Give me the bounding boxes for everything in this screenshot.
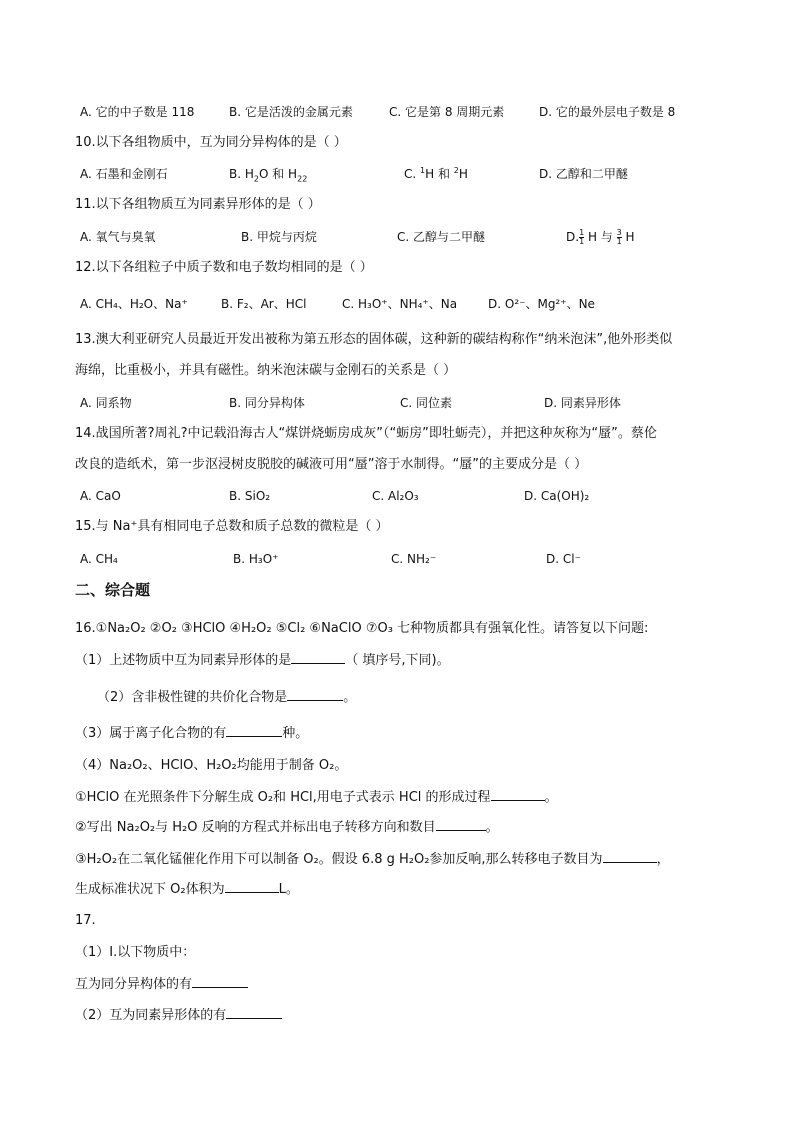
section-heading: 二、综合题: [75, 581, 151, 599]
answer-blank[interactable]: [226, 1006, 282, 1019]
q12-option-c: C. H₃O⁺、NH₄⁺、Na: [342, 297, 458, 311]
q14-option-b: B. SiO₂: [229, 489, 271, 503]
q17-part1: （1）Ⅰ.以下物质中：: [75, 945, 196, 960]
answer-blank[interactable]: [436, 818, 486, 831]
q14-option-c: C. Al₂O₃: [372, 489, 419, 503]
q16-part2: （2）含非极性键的共价化合物是 。: [97, 690, 357, 705]
q16-sub2: ②写出 Na₂O₂与 H₂O 反响的方程式并标出电子转移方向和数目 。: [75, 820, 499, 835]
q16-sub4: 生成标准状况下 O₂体积为 L。: [75, 882, 299, 897]
q10-option-b: B. $H_2O$ 和 $H_{22}$: [229, 167, 308, 184]
q13-option-d: D. 同素异形体: [544, 396, 621, 410]
fraction: $\frac{1}{1}$: [579, 228, 585, 246]
q10-option-c: C. $^1$H 和 $^2$H: [404, 166, 468, 181]
q16-part4: （4）Na₂O₂、HClO、H₂O₂均能用于制备 O₂。: [75, 758, 348, 773]
q17-number: 17.: [75, 913, 96, 928]
q9-option-a: A. 它的中子数是 118: [80, 105, 195, 119]
q12-stem: 12.以下各组粒子中质子数和电子数均相同的是（ ）: [75, 260, 373, 275]
q14-stem-line1: 14.战国所著?周礼?中记载沿海古人“煤饼烧蛎房成灰”（“蛎房”即牡蛎壳），并把这种灰称为“蜃”。蔡伦: [75, 426, 657, 441]
q11-option-c: C. 乙醇与二甲醚: [397, 230, 486, 244]
q17-part1-b: 互为同分异构体的有: [75, 975, 248, 994]
q12-option-b: B. F₂、Ar、HCl: [221, 297, 307, 311]
q14-option-a: A. CaO: [80, 489, 121, 503]
q11-option-d: D. $\frac{1}{1}$ H 与 $\frac{3}{1}$ H: [566, 228, 635, 246]
q14-option-d: D. Ca(OH)₂: [524, 489, 590, 503]
q16-sub1: ①HClO 在光照条件下分解生成 O₂和 HCl,用电子式表示 HCl 的形成过程 。: [75, 790, 558, 805]
q15-option-b: B. H₃O⁺: [233, 552, 279, 566]
q14-stem-line2: 改良的造纸术，第一步沤浸树皮脱胶的碱液可用“蜃”溶于水制得。“蜃”的主要成分是（ ）: [75, 457, 588, 472]
q16-part3: （3）属于离子化合物的有 种。: [75, 726, 309, 741]
q17-part2: （2）互为同素异形体的有: [75, 1006, 282, 1025]
q13-stem-line1: 13.澳大利亚研究人员最近开发出被称为第五形态的固体碳，这种新的碳结构称作“纳米泡沫”,他外形类似: [75, 332, 673, 347]
q13-option-c: C. 同位素: [400, 396, 453, 410]
q13-stem-line2: 海绵，比重极小，并具有磁性。纳米泡沫碳与金刚石的关系是（ ）: [75, 363, 457, 378]
q15-option-c: C. NH₂⁻: [391, 552, 437, 566]
answer-blank[interactable]: [491, 788, 545, 801]
q9-option-d: D. 它的最外层电子数是 8: [539, 105, 676, 119]
q15-option-d: D. Cl⁻: [546, 552, 581, 566]
answer-blank[interactable]: [603, 850, 657, 863]
q12-option-d: D. O²⁻、Mg²⁺、Ne: [488, 297, 595, 311]
q9-option-b: B. 它是活泼的金属元素: [229, 105, 353, 119]
q13-option-b: B. 同分异构体: [229, 396, 305, 410]
q16-sub3: ③H₂O₂在二氧化锰催化作用下可以制备 O₂。假设 6.8 g H₂O₂参加反响,那么转移电子数目为 ，: [75, 852, 670, 867]
q11-stem: 11.以下各组物质互为同素异形体的是（ ）: [75, 197, 321, 212]
q13-option-a: A. 同系物: [80, 396, 132, 410]
answer-blank[interactable]: [225, 880, 279, 893]
q11-option-b: B. 甲烷与丙烷: [241, 230, 317, 244]
q10-option-a: A. 石墨和金刚石: [80, 167, 168, 181]
answer-blank[interactable]: [192, 975, 248, 988]
answer-blank[interactable]: [287, 688, 343, 701]
q10-option-d: D. 乙醇和二甲醚: [539, 167, 628, 181]
answer-blank[interactable]: [291, 651, 345, 664]
q15-stem: 15.与 Na⁺具有相同电子总数和质子总数的微粒是（ ）: [75, 519, 389, 534]
q15-option-a: A. CH₄: [80, 552, 118, 566]
q16-part1: （1）上述物质中互为同素异形体的是 （ 填序号,下同)。: [75, 653, 450, 668]
q16-stem: 16.①Na₂O₂ ②O₂ ③HClO ④H₂O₂ ⑤Cl₂ ⑥NaClO ⑦O₃ 七种物质都具有强氧化性。请答复以下问题:: [75, 621, 649, 636]
fraction: $\frac{3}{1}$: [616, 228, 622, 246]
q12-option-a: A. CH₄、H₂O、Na⁺: [80, 297, 188, 311]
answer-blank[interactable]: [226, 724, 282, 737]
q11-option-a: A. 氧气与臭氧: [80, 230, 156, 244]
q10-stem: 10.以下各组物质中，互为同分异构体的是（ ）: [75, 135, 347, 150]
q9-option-c: C. 它是第 8 周期元素: [389, 105, 505, 119]
